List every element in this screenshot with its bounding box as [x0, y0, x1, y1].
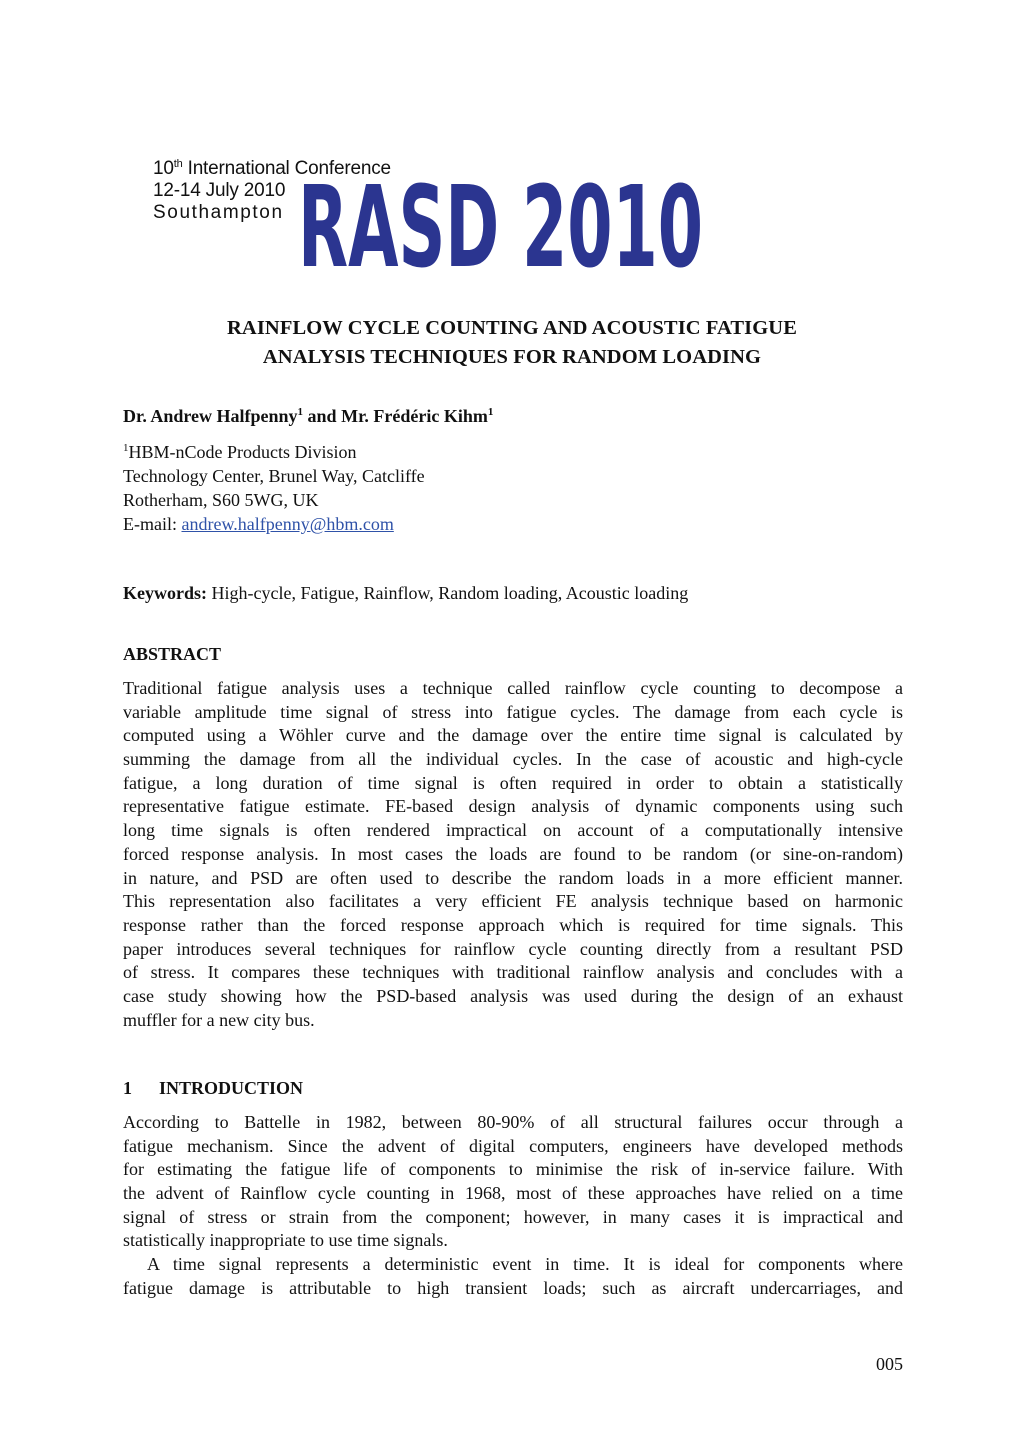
- text-line: muffler for a new city bus.: [123, 1009, 315, 1030]
- affiliation-line: Rotherham, S60 5WG, UK: [123, 490, 319, 510]
- title-line: RAINFLOW CYCLE COUNTING AND ACOUSTIC FATIGUE: [227, 317, 797, 339]
- paper-title: [120, 314, 904, 372]
- email-line: [123, 512, 425, 536]
- section-title: INTRODUCTION: [159, 1078, 304, 1098]
- text-line: representative fatigue estimate. FE-based design analysis of dynamic components using such: [123, 796, 903, 817]
- text-line: statistically inappropriate to use time signals.: [123, 1230, 448, 1251]
- text-line: fatigue mechanism. Since the advent of digital computers, engineers have developed methods: [123, 1135, 903, 1156]
- affiliation-mark: 1: [123, 442, 129, 454]
- author-affiliation-mark: 1: [487, 406, 494, 418]
- conference-edition: [153, 158, 391, 180]
- text-line: variable amplitude time signal of stress into fatigue cycles. The damage from each cycle is: [123, 701, 903, 722]
- rasd-2010-logo: [298, 178, 708, 270]
- affiliation: [123, 440, 425, 536]
- text-line: fatigue, a long duration of time signal is often required in order to obtain a statistically: [123, 772, 903, 793]
- author-connector: and: [303, 406, 342, 426]
- abstract-heading: ABSTRACT: [123, 644, 222, 664]
- text-line: summing the damage from all the individual cycles. In the case of acoustic and high-cycle: [123, 749, 903, 770]
- logo-text: RASD 2010: [298, 178, 703, 270]
- text-line: in nature, and PSD are often used to describe the random loads in a more efficient manner.: [123, 867, 903, 888]
- introduction-body: [123, 1111, 903, 1301]
- text-line: for estimating the fatigue life of components to minimise the risk of in-service failure. With: [123, 1159, 903, 1180]
- text-line: forced response analysis. In most cases the loads are found to be random (or sine-on-random): [123, 843, 903, 864]
- title-line: ANALYSIS TECHNIQUES FOR RANDOM LOADING: [262, 346, 762, 368]
- authors: [123, 406, 493, 427]
- text-line: Traditional fatigue analysis uses a technique called rainflow cycle counting to decompose a: [123, 678, 903, 698]
- edition-number: 10: [153, 158, 174, 179]
- conference-header: [153, 158, 713, 273]
- text-line: of stress. It compares these techniques with traditional rainflow analysis and concludes with a: [123, 962, 903, 983]
- text-line: paper introduces several techniques for rainflow cycle counting directly from a resultant PSD: [123, 938, 903, 959]
- author-name: Dr. Andrew Halfpenny: [123, 406, 298, 426]
- text-line: According to Battelle in 1982, between 80-90% of all structural failures occur through a: [123, 1112, 903, 1132]
- conference-location: Southampton: [153, 202, 284, 223]
- section-number: 1: [123, 1078, 132, 1098]
- email-label: E-mail:: [123, 514, 182, 534]
- text-line: response rather than the forced response approach which is required for time signals. This: [123, 914, 903, 935]
- text-line: the advent of Rainflow cycle counting in 1968, most of these approaches have relied on a time: [123, 1183, 903, 1204]
- introduction-heading: [123, 1078, 303, 1099]
- keywords-label: Keywords:: [123, 583, 207, 603]
- text-line: computed using a Wöhler curve and the damage over the entire time signal is calculated by: [123, 725, 903, 746]
- text-line: fatigue damage is attributable to high transient loads; such as aircraft undercarriages, and: [123, 1277, 903, 1298]
- email-link[interactable]: andrew.halfpenny@hbm.com: [181, 514, 394, 534]
- text-line: long time signals is often rendered impractical on account of a computationally intensive: [123, 820, 903, 841]
- affiliation-line: Technology Center, Brunel Way, Catcliffe: [123, 466, 425, 486]
- edition-suffix: th: [173, 158, 183, 170]
- abstract-body: [123, 677, 903, 1032]
- text-line: case study showing how the PSD-based analysis was used during the design of an exhaust: [123, 985, 903, 1006]
- keywords-text: High-cycle, Fatigue, Rainflow, Random loading, Acoustic loading: [207, 583, 689, 603]
- author-name: Mr. Frédéric Kihm: [341, 406, 488, 426]
- text-line: This representation also facilitates a very efficient FE analysis technique based on harmonic: [123, 891, 903, 912]
- affiliation-division: HBM-nCode Products Division: [128, 442, 357, 462]
- edition-text: International Conference: [187, 158, 391, 179]
- text-line: A time signal represents a deterministic event in time. It is ideal for components where: [147, 1254, 903, 1275]
- text-line: signal of stress or strain from the component; however, in many cases it is impractical and: [123, 1206, 903, 1227]
- affiliation-line: [123, 440, 425, 464]
- keywords: [123, 583, 688, 604]
- author-affiliation-mark: 1: [297, 406, 304, 418]
- page-number: 005: [876, 1354, 903, 1374]
- conference-dates: 12-14 July 2010: [153, 180, 286, 201]
